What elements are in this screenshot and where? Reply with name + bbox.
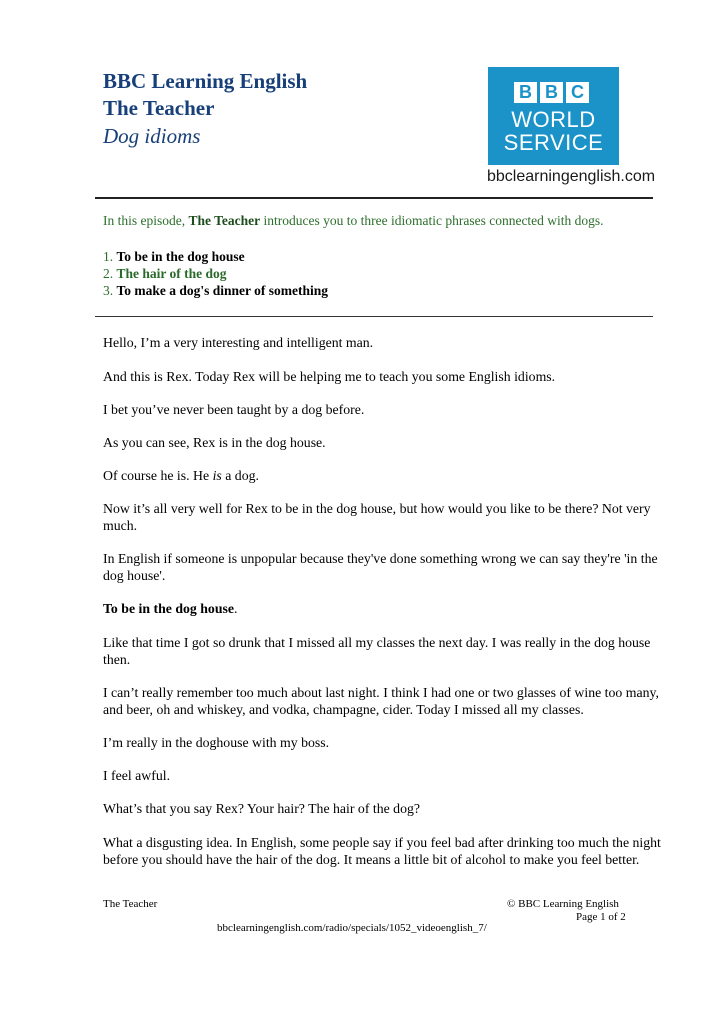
bbc-block-c: C: [566, 82, 589, 103]
bbc-block-b2: B: [540, 82, 563, 103]
idiom-number: 2.: [103, 266, 117, 281]
paragraph: I bet you’ve never been taught by a dog before.: [103, 402, 365, 417]
title-block: [103, 68, 307, 150]
idiom-heading: [103, 600, 663, 617]
paragraph: Now it’s all very well for Rex to be in the dog house, but how would you like to be there? Not very much.: [103, 501, 651, 533]
paragraph: I feel awful.: [103, 768, 171, 783]
paragraph: I can’t really remember too much about last night. I think I had one or two glasses of wine too many, and beer, oh and whiskey, and vodka, champagne, cider. Today I missed all my classes.: [103, 685, 659, 717]
bbc-blocks: [514, 82, 589, 103]
idiom-item: [103, 248, 328, 265]
logo-world: WORLD: [511, 107, 596, 132]
footer-url: bbclearningenglish.com/radio/specials/1052_videoenglish_7/: [217, 922, 487, 934]
bbc-world-service-logo: [488, 67, 619, 165]
logo-website: bbclearningenglish.com: [487, 168, 656, 185]
bbc-block-b1: B: [514, 82, 537, 103]
section-divider: [95, 316, 653, 317]
paragraph-part: Of course he is. He: [103, 468, 213, 483]
logo-service: SERVICE: [503, 130, 604, 155]
idiom-text: To make a dog's dinner of something: [116, 283, 329, 298]
paragraph: What a disgusting idea. In English, some people say if you feel bad after drinking too much the night before you should have the hair of the dog. It means a little bit of alcohol to make you feel better.: [103, 835, 661, 867]
programme-title: The Teacher: [103, 96, 215, 120]
episode-title: Dog idioms: [103, 124, 201, 148]
paragraph: In English if someone is unpopular because they've done something wrong we can say they're 'in the dog house'.: [103, 551, 658, 583]
idiom-item: [103, 265, 328, 282]
paragraph: As you can see, Rex is in the dog house.: [103, 435, 326, 450]
paragraph: What’s that you say Rex? Your hair? The hair of the dog?: [103, 801, 420, 816]
paragraph: I’m really in the doghouse with my boss.: [103, 735, 330, 750]
footer-programme: The Teacher: [103, 898, 158, 910]
paragraph: Like that time I got so drunk that I missed all my classes the next day. I was really in the dog house then.: [103, 635, 651, 667]
header-divider: [95, 197, 653, 199]
footer-page-number: Page 1 of 2: [576, 911, 626, 923]
episode-intro: [103, 213, 604, 229]
paragraph: [103, 467, 663, 484]
idiom-heading-end: .: [233, 601, 238, 616]
paragraph-part: a dog.: [221, 468, 259, 483]
intro-bold: The Teacher: [188, 213, 261, 228]
idiom-heading-text: To be in the dog house: [103, 601, 234, 616]
series-title: BBC Learning English: [103, 69, 308, 93]
idiom-text: To be in the dog house: [116, 249, 245, 264]
intro-after: introduces you to three idiomatic phrases connected with dogs.: [260, 213, 604, 228]
idiom-item: [103, 282, 328, 299]
idiom-number: 1.: [103, 249, 117, 264]
paragraph: Hello, I’m a very interesting and intelligent man.: [103, 335, 374, 350]
idiom-text: The hair of the dog: [116, 266, 227, 281]
footer-copyright: © BBC Learning English: [507, 898, 619, 910]
paragraph-emphasis: is: [212, 468, 222, 483]
idiom-list: [103, 248, 328, 299]
intro-before: In this episode,: [103, 213, 189, 228]
idiom-number: 3.: [103, 283, 117, 298]
paragraph: And this is Rex. Today Rex will be helping me to teach you some English idioms.: [103, 369, 556, 384]
